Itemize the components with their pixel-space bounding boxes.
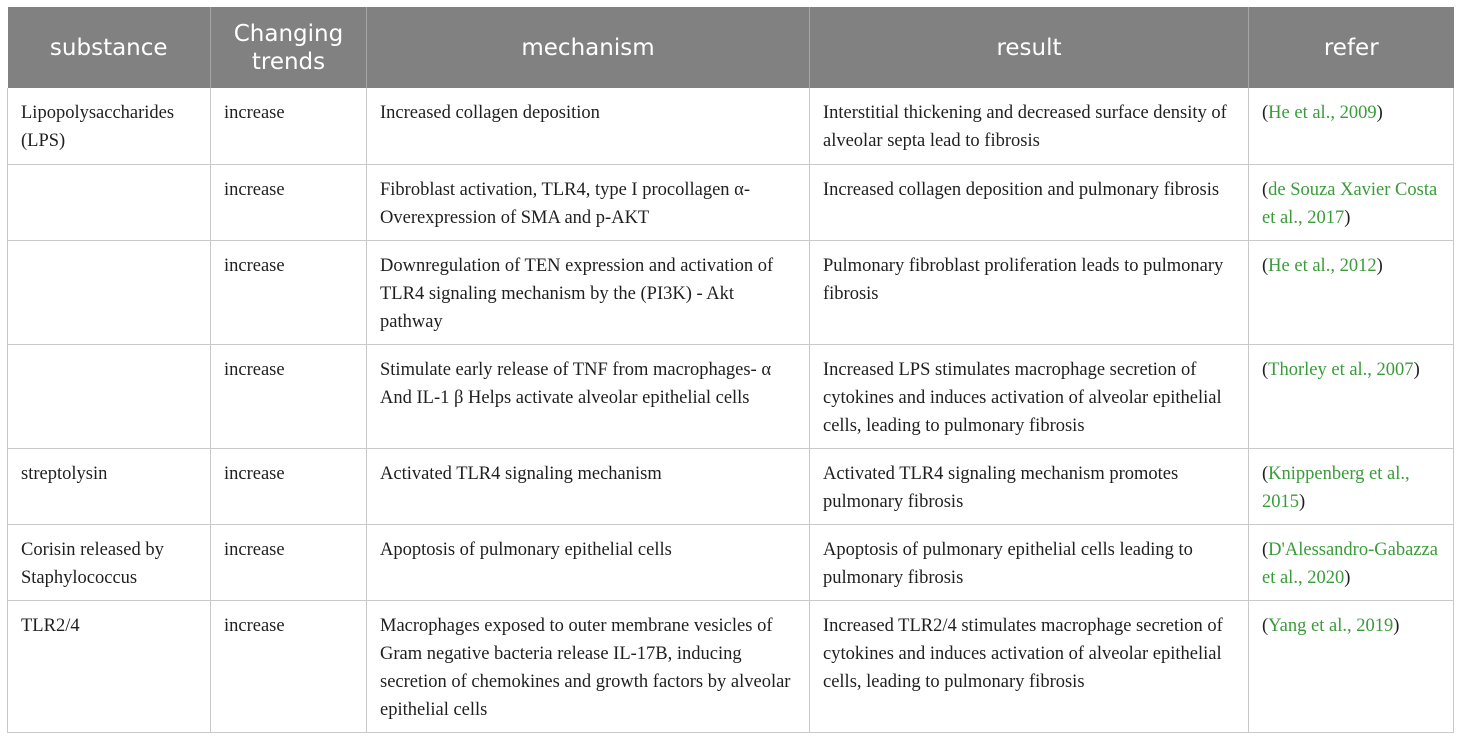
table-row	[8, 600, 1454, 732]
cell-result: Increased collagen deposition and pulmonary fibrosis	[810, 164, 1249, 240]
header-mechanism: mechanism	[367, 7, 810, 88]
reference-link[interactable]: D'Alessandro-Gabazza et al., 2020	[1262, 539, 1438, 588]
ref-open-paren: (	[1262, 463, 1269, 484]
cell-refer	[1249, 600, 1454, 732]
table-row	[8, 88, 1454, 164]
cell-result: Apoptosis of pulmonary epithelial cells leading to pulmonary fibrosis	[810, 524, 1249, 600]
cell-mechanism: Apoptosis of pulmonary epithelial cells	[367, 524, 810, 600]
ref-open-paren: (	[1262, 103, 1269, 123]
cell-mechanism: Downregulation of TEN expression and activation of TLR4 signaling mechanism by the (PI3K) - Akt pathway	[367, 240, 810, 344]
cell-substance	[8, 344, 211, 448]
ref-close-paren: )	[1344, 207, 1351, 228]
cell-result: Activated TLR4 signaling mechanism promotes pulmonary fibrosis	[810, 448, 1249, 524]
table-row	[8, 448, 1454, 524]
reference-link[interactable]: Knippenberg et al., 2015	[1262, 463, 1410, 512]
cell-trend: increase	[211, 524, 367, 600]
cell-trend: increase	[211, 88, 367, 164]
cell-refer	[1249, 524, 1454, 600]
table-row	[8, 240, 1454, 344]
reference-link[interactable]: Thorley et al., 2007	[1268, 359, 1414, 380]
ref-close-paren: )	[1344, 567, 1351, 588]
cell-result: Pulmonary fibroblast proliferation leads to pulmonary fibrosis	[810, 240, 1249, 344]
ref-close-paren: )	[1299, 491, 1306, 512]
ref-open-paren: (	[1262, 359, 1269, 380]
cell-substance: TLR2/4	[8, 600, 211, 732]
header-substance: substance	[8, 7, 211, 88]
cell-refer	[1249, 240, 1454, 344]
cell-mechanism: Macrophages exposed to outer membrane vesicles of Gram negative bacteria release IL-17B, inducing secretion of chemokines and growth factors by alveolar epithelial cells	[367, 600, 810, 732]
cell-trend: increase	[211, 600, 367, 732]
header-row	[8, 7, 1454, 88]
header-changing-trends: Changing trends	[211, 7, 367, 88]
cell-refer	[1249, 88, 1454, 164]
table-body	[8, 88, 1454, 732]
reference-link[interactable]: He et al., 2009	[1268, 103, 1377, 123]
cell-trend: increase	[211, 448, 367, 524]
cell-mechanism: Increased collagen deposition	[367, 88, 810, 164]
cell-refer	[1249, 344, 1454, 448]
ref-open-paren: (	[1262, 179, 1269, 200]
ref-open-paren: (	[1262, 539, 1269, 560]
ref-close-paren: )	[1413, 359, 1420, 380]
cell-substance: streptolysin	[8, 448, 211, 524]
reference-link[interactable]: de Souza Xavier Costa et al., 2017	[1262, 179, 1438, 228]
cell-substance	[8, 164, 211, 240]
ref-close-paren: )	[1393, 615, 1400, 636]
cell-mechanism: Fibroblast activation, TLR4, type I procollagen α- Overexpression of SMA and p-AKT	[367, 164, 810, 240]
ref-open-paren: (	[1262, 255, 1269, 276]
cell-substance: Corisin released by Staphylococcus	[8, 524, 211, 600]
table-header	[8, 7, 1454, 88]
table-row	[8, 344, 1454, 448]
cell-trend: increase	[211, 240, 367, 344]
ref-close-paren: )	[1376, 103, 1383, 123]
cell-mechanism: Stimulate early release of TNF from macrophages- α And IL-1 β Helps activate alveolar epithelial cells	[367, 344, 810, 448]
cell-result: Interstitial thickening and decreased surface density of alveolar septa lead to fibrosis	[810, 88, 1249, 164]
cell-mechanism: Activated TLR4 signaling mechanism	[367, 448, 810, 524]
header-refer: refer	[1249, 7, 1454, 88]
ref-close-paren: )	[1376, 255, 1383, 276]
table-container	[7, 7, 1453, 733]
cell-trend: increase	[211, 344, 367, 448]
cell-substance	[8, 240, 211, 344]
table-row	[8, 164, 1454, 240]
table-row	[8, 524, 1454, 600]
data-table	[7, 7, 1454, 733]
cell-result: Increased TLR2/4 stimulates macrophage secretion of cytokines and induces activation of alveolar epithelial cells, leading to pulmonary fibrosis	[810, 600, 1249, 732]
cell-refer	[1249, 448, 1454, 524]
ref-open-paren: (	[1262, 615, 1269, 636]
cell-refer	[1249, 164, 1454, 240]
cell-substance: Lipopolysaccharides (LPS)	[8, 88, 211, 164]
reference-link[interactable]: Yang et al., 2019	[1268, 615, 1394, 636]
cell-trend: increase	[211, 164, 367, 240]
header-result: result	[810, 7, 1249, 88]
reference-link[interactable]: He et al., 2012	[1268, 255, 1377, 276]
cell-result: Increased LPS stimulates macrophage secretion of cytokines and induces activation of alveolar epithelial cells, leading to pulmonary fibrosis	[810, 344, 1249, 448]
